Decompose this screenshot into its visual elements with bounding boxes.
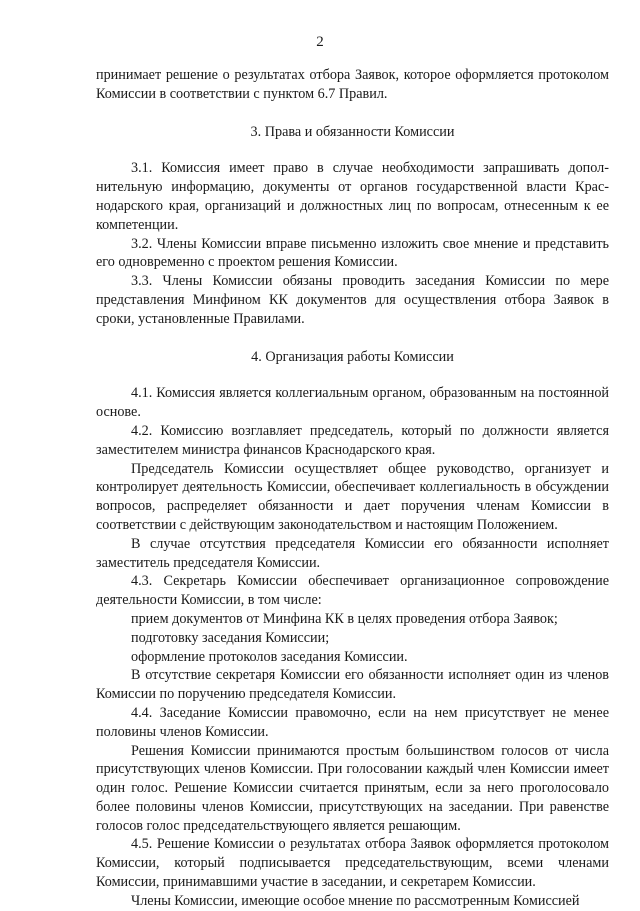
paragraph: Председатель Комиссии осуществляет общее руководство, организует и контролирует деятельность Комиссии, обеспечивает коллегиальность в обсуждении вопросов, распределяет обязанности и дает поручения членам Комиссии в соответствии с действующим законодательством и настоящим Положением. bbox=[96, 460, 609, 533]
section-heading: 4. Организация работы Комиссии bbox=[251, 348, 454, 365]
paragraph: В отсутствие секретаря Комиссии его обязанности исполняет один из членов Комиссии по поручению председателя Комиссии. bbox=[96, 667, 609, 703]
paragraph: 4.5. Решение Комиссии о результатах отбора Заявок оформляется протоколом Комиссии, который подписывается председательствующим, всеми членами Комиссии, принимавшими участие в заседании, и секретарем Комиссии. bbox=[96, 836, 609, 891]
paragraph: 4.4. Заседание Комиссии правомочно, если на нем присутствует не менее половины членов Комиссии. bbox=[96, 704, 609, 740]
document-body bbox=[96, 66, 609, 911]
paragraph: В случае отсутствия председателя Комиссии его обязанности исполняет заместитель председателя Комиссии. bbox=[96, 535, 609, 571]
paragraph: Члены Комиссии, имеющие особое мнение по рассмотренным Комиссией bbox=[131, 892, 580, 909]
list-item: прием документов от Минфина КК в целях проведения отбора Заявок; bbox=[131, 610, 558, 627]
paragraph: 4.1. Комиссия является коллегиальным органом, образованным на постоянной основе. bbox=[96, 385, 609, 421]
section-heading: 3. Права и обязанности Комиссии bbox=[250, 123, 455, 140]
paragraph: Решения Комиссии принимаются простым большинством голосов от числа присутствующих членов Комиссии. При голосовании каждый член Комиссии имеет один голос. Решение Комиссии считается принятым, если за него проголосовало более половины членов Комиссии, присутствующих на заседании. При равенстве голосов голос председательствующего является решающим. bbox=[96, 742, 609, 834]
paragraph: 3.3. Члены Комиссии обязаны проводить заседания Комиссии по мере представления Минфином КК документов для осуществления отбора Заявок в сроки, установленные Правилами. bbox=[96, 273, 609, 327]
paragraph: 3.1. Комиссия имеет право в случае необходимости запрашивать дополнительную информацию, документы от органов государственной власти Краснодарского края, организаций и должностных лиц по вопросам, отнесенным к ее компетенции. bbox=[96, 160, 609, 233]
page-number: 2 bbox=[316, 34, 324, 50]
paragraph: 4.3. Секретарь Комиссии обеспечивает организационное сопровождение деятельности Комиссии, в том числе: bbox=[96, 573, 609, 609]
paragraph: 3.2. Члены Комиссии вправе письменно изложить свое мнение и представить его одновременно с проектом решения Комиссии. bbox=[96, 235, 609, 271]
list-item: оформление протоколов заседания Комиссии. bbox=[131, 648, 408, 665]
paragraph: принимает решение о результатах отбора Заявок, которое оформляется протоколом Комиссии в соответствии с пунктом 6.7 Правил. bbox=[96, 67, 609, 102]
paragraph: 4.2. Комиссию возглавляет председатель, который по должности является заместителем министра финансов Краснодарского края. bbox=[96, 422, 609, 458]
list-item: подготовку заседания Комиссии; bbox=[131, 629, 330, 646]
